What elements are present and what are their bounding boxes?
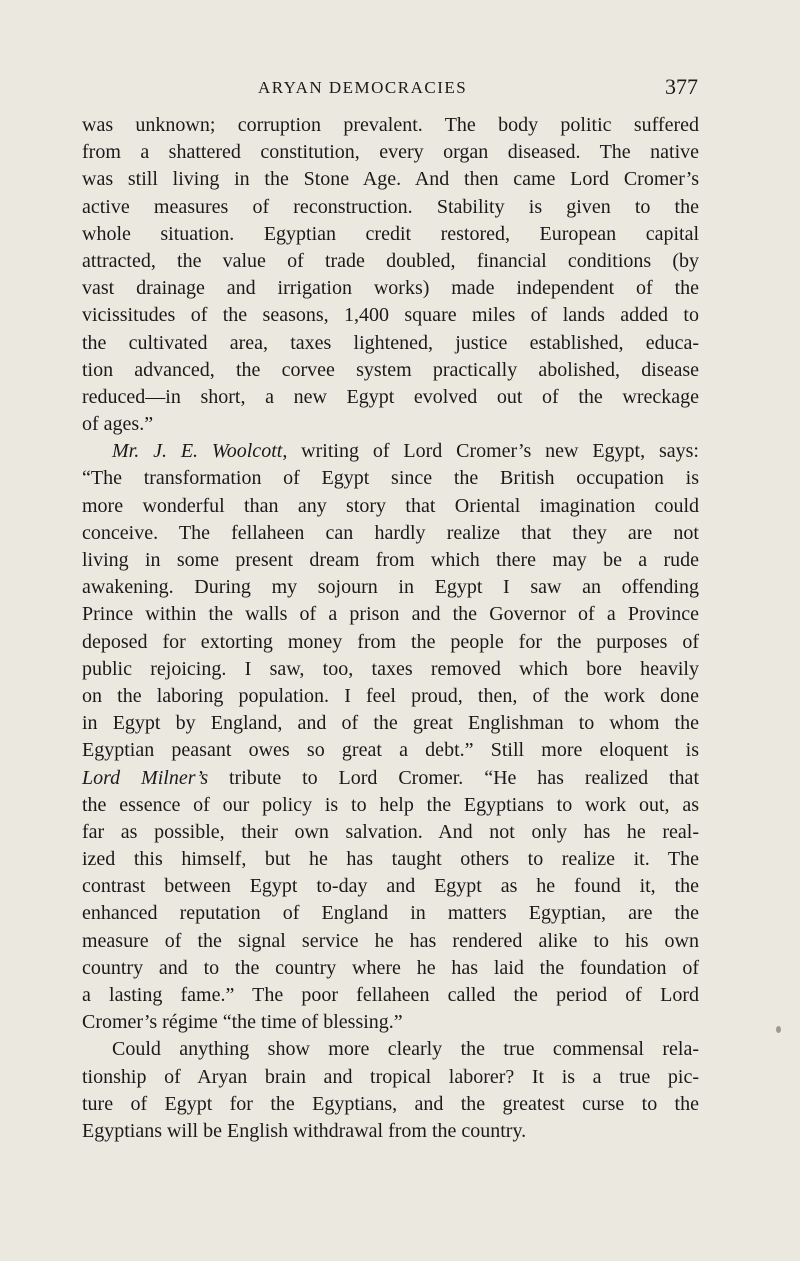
text-line: ized this himself, but he has taught others to realize it. The (82, 848, 699, 871)
running-head: ARYAN DEMOCRACIES (258, 78, 468, 97)
text-line: was unknown; corruption prevalent. The body politic suffered (82, 114, 699, 136)
text-line: vast drainage and irrigation works) made independent of the (82, 277, 699, 300)
text-line: of ages.” (82, 413, 154, 436)
text-line: whole situation. Egyptian credit restored, European capital (82, 222, 699, 245)
body-text (82, 112, 699, 1145)
text-line: “The transformation of Egypt since the British occupation is (82, 467, 699, 490)
text-line: Could anything show more clearly the true commensal rela- (112, 1038, 699, 1061)
text-line: reduced—in short, a new Egypt evolved out of the wreckage (82, 385, 699, 408)
text-line: awakening. During my sojourn in Egypt I saw an offending (82, 576, 699, 599)
page-number: 377 (665, 74, 698, 99)
text-line: ture of Egypt for the Egyptians, and the greatest curse to the (82, 1092, 699, 1115)
text-line: Prince within the walls of a prison and the Governor of a Province (82, 603, 699, 626)
text-line: active measures of reconstruction. Stability is given to the (82, 195, 699, 218)
text-line: contrast between Egypt to-day and Egypt as he found it, the (82, 875, 699, 898)
text-line: public rejoicing. I saw, too, taxes removed which bore heavily (82, 657, 699, 680)
text-line-woolcott (82, 438, 699, 465)
text-line: tion advanced, the corvee system practically abolished, disease (82, 358, 699, 381)
text-line: deposed for extorting money from the people for the purposes of (82, 630, 699, 653)
text-line: far as possible, their own salvation. And not only has he real- (82, 820, 699, 843)
text-line: the cultivated area, taxes lightened, justice established, educa- (82, 331, 699, 354)
text-line: vicissitudes of the seasons, 1,400 square miles of lands added to (82, 304, 699, 327)
text-line: on the laboring population. I feel proud, then, of the work done (82, 684, 699, 707)
text-line: measure of the signal service he has rendered alike to his own (82, 929, 699, 952)
author-name-woolcott: Mr. J. E. Woolcott (112, 440, 283, 463)
text-fragment: tribute to Lord Cromer. “He has realized that (208, 766, 699, 789)
text-line: conceive. The fellaheen can hardly realize that they are not (82, 521, 699, 544)
text-line: country and to the country where he has laid the foundation of (82, 956, 699, 979)
text-line: tionship of Aryan brain and tropical laborer? It is a true pic- (82, 1065, 699, 1088)
text-line: was still living in the Stone Age. And then came Lord Cromer’s (82, 168, 699, 191)
text-line-milner (82, 765, 699, 792)
text-line: the essence of our policy is to help the Egyptians to work out, as (82, 793, 699, 816)
text-line: enhanced reputation of England in matters Egyptian, are the (82, 902, 699, 925)
text-fragment: , writing of Lord Cromer’s new Egypt, says: (282, 440, 699, 463)
author-name-milner: Lord Milner’s (82, 766, 209, 789)
text-line: Egyptians will be English withdrawal from the country. (82, 1119, 527, 1142)
text-line: living in some present dream from which there may be a rude (82, 549, 699, 571)
page-header (258, 74, 698, 102)
ink-spot (776, 1026, 781, 1033)
text-line: from a shattered constitution, every organ diseased. The native (82, 141, 699, 164)
text-line: more wonderful than any story that Oriental imagination could (82, 494, 699, 517)
text-line: a lasting fame.” The poor fellaheen called the period of Lord (82, 984, 699, 1006)
text-line: in Egypt by England, and of the great Englishman to whom the (82, 712, 699, 735)
text-line: attracted, the value of trade doubled, financial conditions (by (82, 249, 699, 272)
text-line: Cromer’s régime “the time of blessing.” (82, 1011, 403, 1034)
text-line: Egyptian peasant owes so great a debt.” Still more eloquent is (82, 739, 699, 762)
